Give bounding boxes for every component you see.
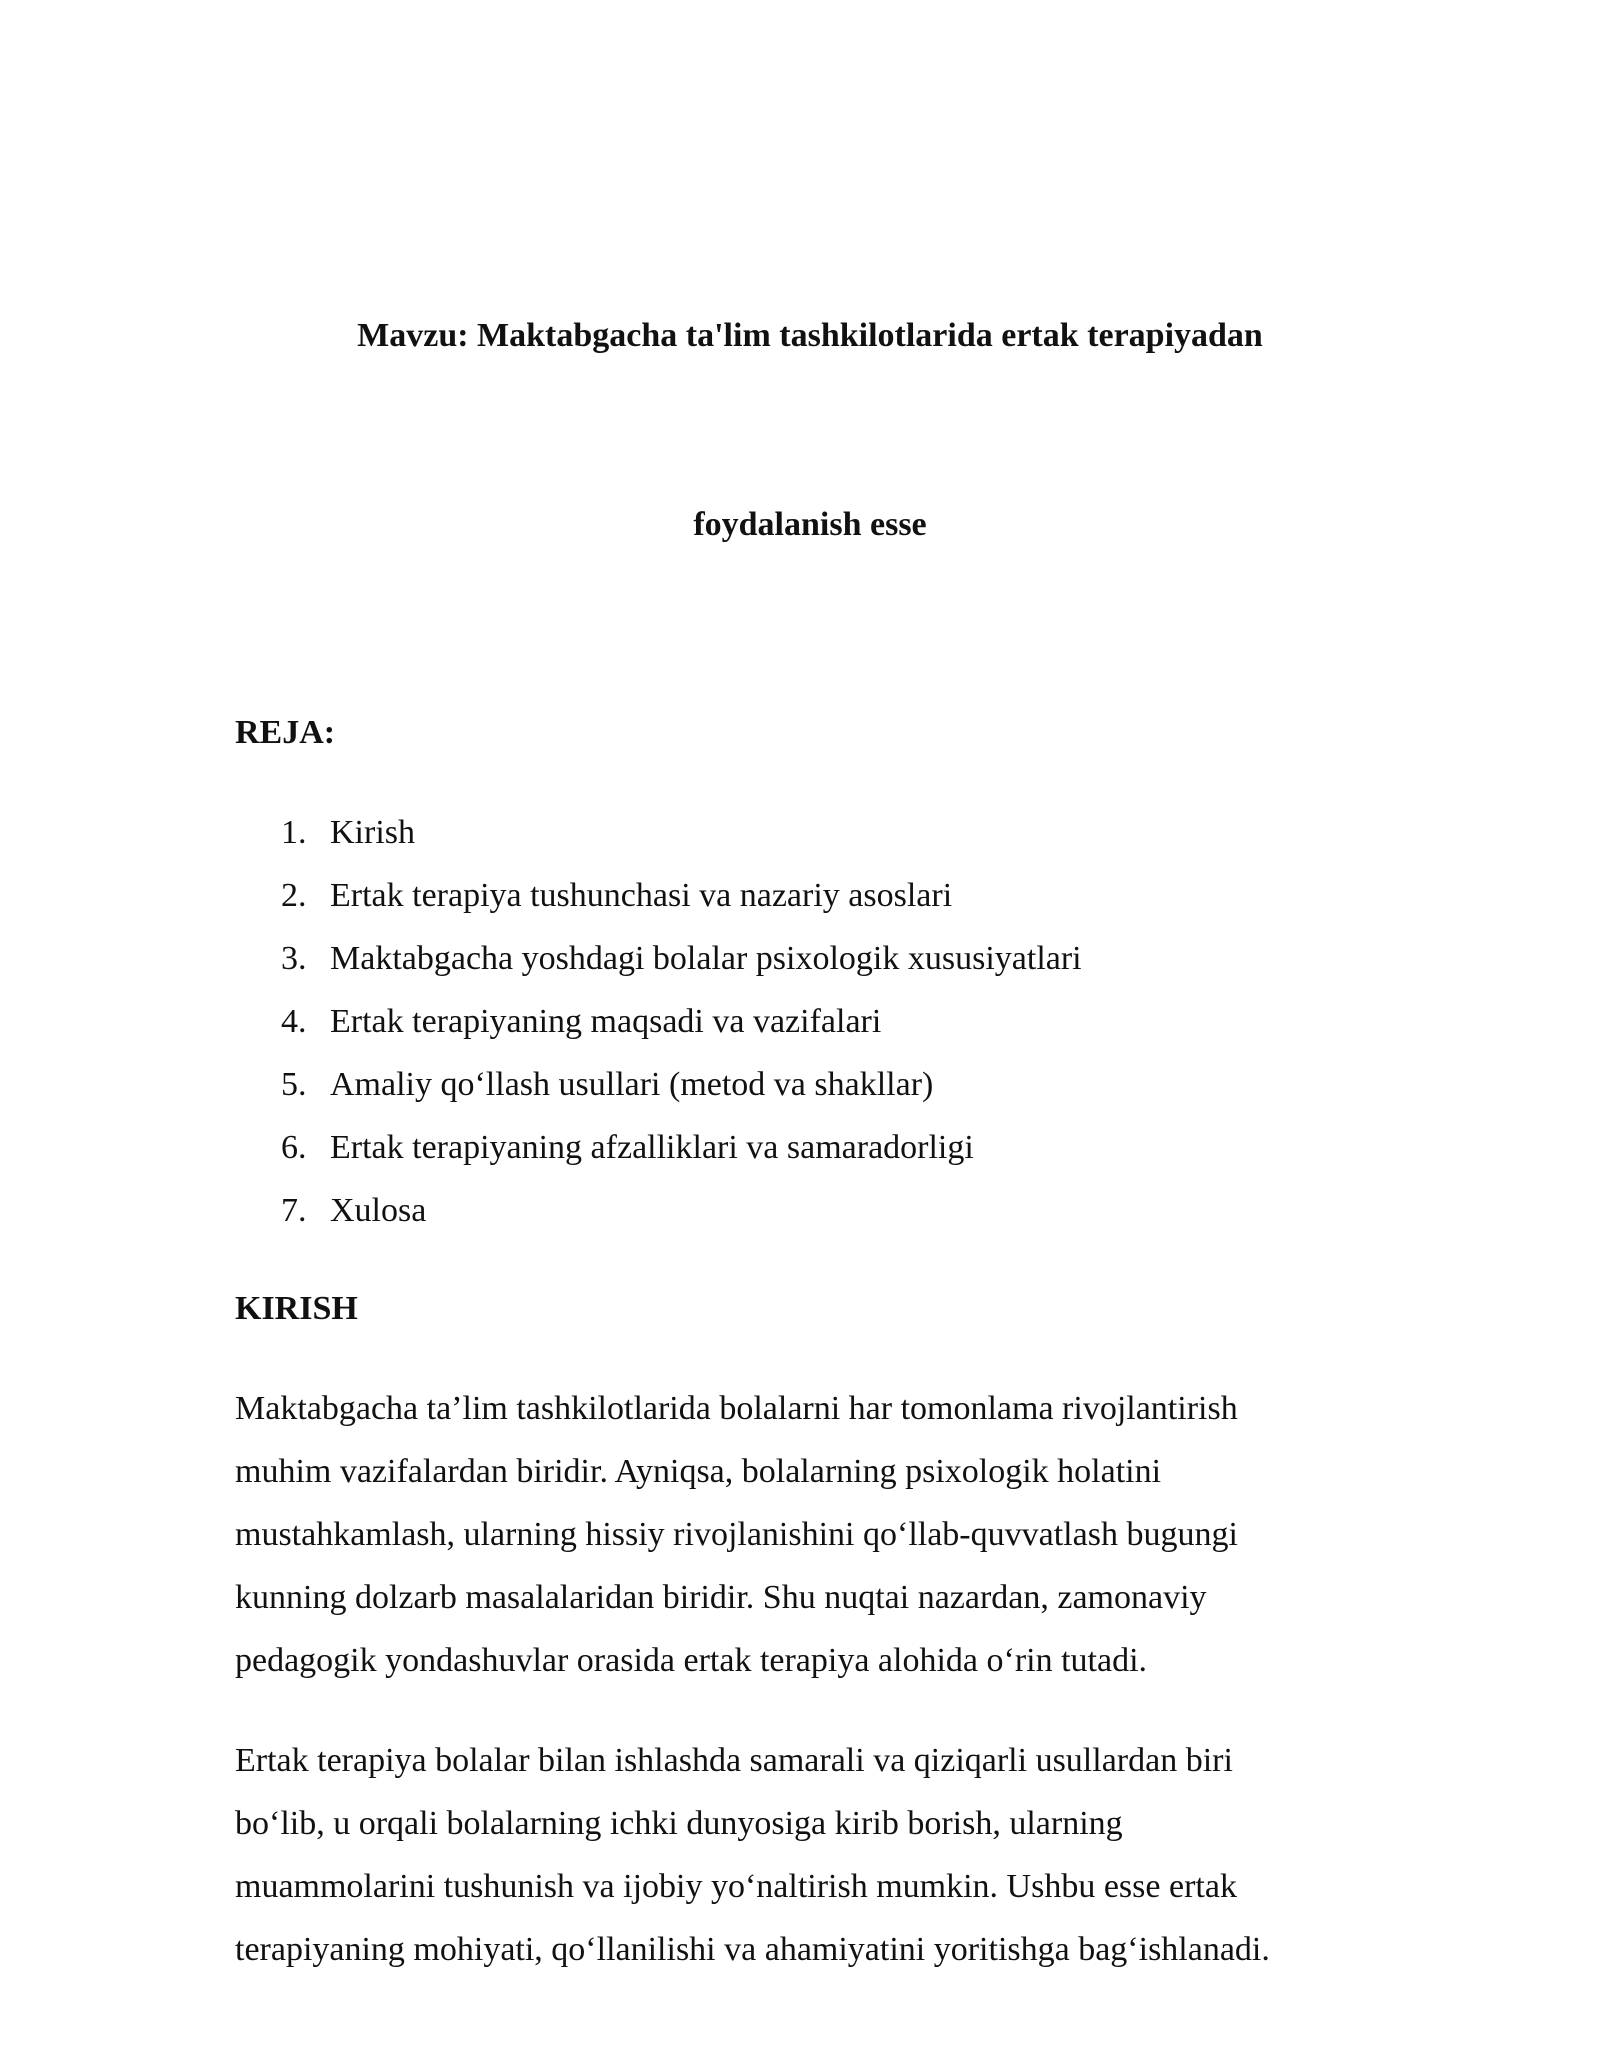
- plan-item-text: Ertak terapiyaning afzalliklari va samaradorligi: [330, 1129, 974, 1166]
- plan-item: [235, 990, 1385, 1053]
- plan-item: [235, 801, 1385, 864]
- paragraph-line: kunning dolzarb masalalaridan biridir. Shu nuqtai nazardan, zamonaviy: [235, 1579, 1207, 1616]
- paragraph-line: Ertak terapiya bolalar bilan ishlashda samarali va qiziqarli usullardan biri: [235, 1742, 1233, 1779]
- plan-item: [235, 864, 1385, 927]
- plan-item-number: 2.: [281, 877, 307, 914]
- plan-item-text: Maktabgacha yoshdagi bolalar psixologik xususiyatlari: [330, 940, 1082, 977]
- plan-item-number: 6.: [281, 1129, 307, 1166]
- plan-item-text: Kirish: [330, 814, 415, 851]
- plan-item-text: Xulosa: [330, 1192, 427, 1229]
- title-line-1: Mavzu: Maktabgacha ta'lim tashkilotlarida ertak terapiyadan: [357, 317, 1263, 354]
- plan-item-number: 4.: [281, 1003, 307, 1040]
- plan-item-number: 3.: [281, 940, 307, 977]
- plan-item-text: Amaliy qo‘llash usullari (metod va shakllar): [330, 1066, 934, 1103]
- plan-item-number: 5.: [281, 1066, 307, 1103]
- intro-paragraph-2: [235, 1729, 1385, 1981]
- paragraph-line: muhim vazifalardan biridir. Ayniqsa, bolalarning psixologik holatini: [235, 1453, 1162, 1490]
- plan-item: [235, 927, 1385, 990]
- plan-item-number: 1.: [281, 814, 307, 851]
- plan-item-text: Ertak terapiyaning maqsadi va vazifalari: [330, 1003, 882, 1040]
- plan-heading: REJA:: [235, 714, 336, 751]
- paragraph-line: pedagogik yondashuvlar orasida ertak terapiya alohida o‘rin tutadi.: [235, 1642, 1148, 1679]
- title-line-2: foydalanish esse: [693, 506, 927, 543]
- paragraph-line: terapiyaning mohiyati, qo‘llanilishi va ahamiyatini yoritishga bag‘ishlanadi.: [235, 1931, 1270, 1968]
- plan-item-number: 7.: [281, 1192, 307, 1229]
- document-title: [235, 178, 1385, 682]
- plan-item: [235, 1179, 1385, 1242]
- intro-paragraph-1: [235, 1377, 1385, 1692]
- plan-list: [235, 801, 1385, 1242]
- paragraph-line: bo‘lib, u orqali bolalarning ichki dunyosiga kirib borish, ularning: [235, 1805, 1123, 1842]
- plan-item: [235, 1053, 1385, 1116]
- paragraph-line: muammolarini tushunish va ijobiy yo‘naltirish mumkin. Ushbu esse ertak: [235, 1868, 1237, 1905]
- paragraph-line: Maktabgacha ta’lim tashkilotlarida bolalarni har tomonlama rivojlantirish: [235, 1390, 1238, 1427]
- paragraph-line: mustahkamlash, ularning hissiy rivojlanishini qo‘llab-quvvatlash bugungi: [235, 1516, 1238, 1553]
- intro-heading: KIRISH: [235, 1290, 358, 1327]
- plan-item-text: Ertak terapiya tushunchasi va nazariy asoslari: [330, 877, 953, 914]
- document-content: [235, 178, 1385, 1981]
- plan-item: [235, 1116, 1385, 1179]
